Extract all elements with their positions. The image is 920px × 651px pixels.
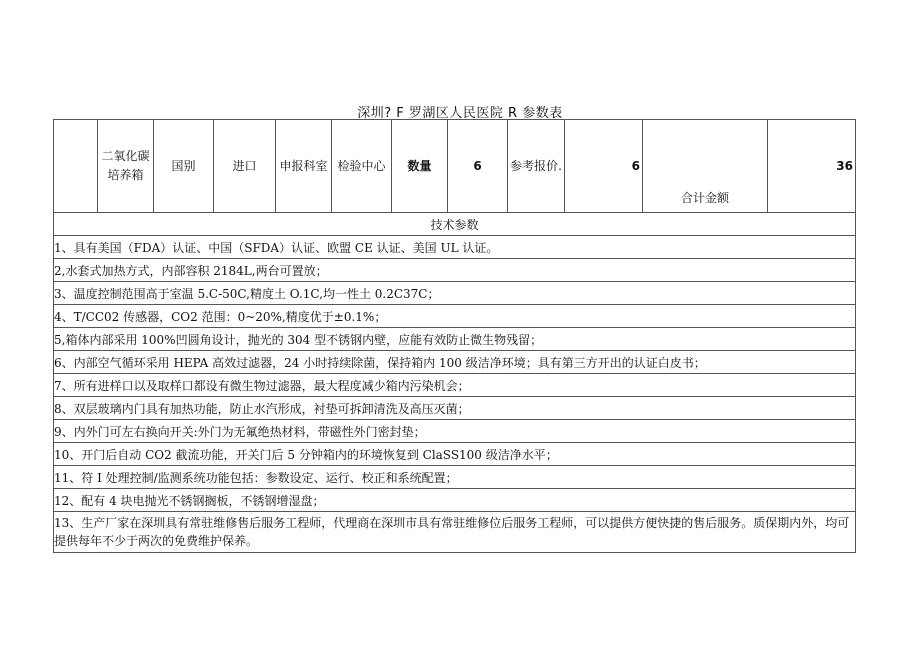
param-cell: 8、双层玻璃内门具有加热功能，防止水汽形成，衬垫可拆卸清洗及高压灭菌； bbox=[54, 397, 856, 420]
table-row bbox=[54, 374, 856, 397]
param-cell: 4、T/CC02 传感器，CO2 范围：0~20%,精度优于±0.1%； bbox=[54, 305, 856, 328]
header-cell-quantity-value: 6 bbox=[448, 120, 508, 213]
header-cell-reference-price-label: 参考报价. bbox=[508, 120, 565, 213]
param-cell: 2,水套式加热方式，内部容积 2184L,两台可置放； bbox=[54, 259, 856, 282]
document-title: 深圳? F 罗湖区人民医院 R 参数表 bbox=[357, 106, 563, 121]
section-row bbox=[54, 213, 856, 236]
table-row bbox=[54, 305, 856, 328]
param-cell: 7、所有进样口以及取样口都设有微生物过滤器，最大程度减少箱内污染机会； bbox=[54, 374, 856, 397]
table-row bbox=[54, 282, 856, 305]
header-cell-blank bbox=[54, 120, 98, 213]
header-cell-department-label: 申报科室 bbox=[276, 120, 332, 213]
table-row bbox=[54, 397, 856, 420]
table-row bbox=[54, 489, 856, 512]
param-cell: 9、内外门可左右换向开关:外门为无氟绝热材料，带磁性外门密封垫； bbox=[54, 420, 856, 443]
header-cell-product-name: 二氧化碳培养箱 bbox=[98, 120, 154, 213]
param-cell: 10、开门后自动 CO2 截流功能，开关门后 5 分钟箱内的环境恢复到 ClaSS100 级洁净水平； bbox=[54, 443, 856, 466]
header-cell-country-value: 进口 bbox=[214, 120, 276, 213]
table-row bbox=[54, 512, 856, 553]
param-cell: 13、生产厂家在深圳具有常驻维修售后服务工程师，代理商在深圳市具有常驻维修位后服务工程师，可以提供方便快捷的售后服务。质保期内外，均可提供每年不少于两次的免费维护保养。 bbox=[54, 512, 856, 553]
param-cell: 6、内部空气循环采用 HEPA 高效过滤器，24 小时持续除菌，保持箱内 100 级洁净环境；具有第三方开出的认证白皮书； bbox=[54, 351, 856, 374]
header-cell-country-label: 国别 bbox=[154, 120, 214, 213]
table-row bbox=[54, 259, 856, 282]
table-row bbox=[54, 351, 856, 374]
section-title: 技术参数 bbox=[54, 213, 856, 236]
header-cell-quantity-label: 数量 bbox=[392, 120, 448, 213]
header-cell-department-value: 检验中心 bbox=[332, 120, 392, 213]
header-row bbox=[54, 120, 856, 213]
param-cell: 5,箱体内部采用 100%凹圆角设计，抛光的 304 型不锈钢内壁，应能有效防止微生物残留； bbox=[54, 328, 856, 351]
table-row bbox=[54, 236, 856, 259]
param-cell: 11、符 I 处理控制/监测系统功能包括：参数设定、运行、校正和系统配置； bbox=[54, 466, 856, 489]
parameter-table bbox=[53, 119, 856, 553]
table-row bbox=[54, 443, 856, 466]
param-cell: 12、配有 4 块电抛光不锈钢搁板，不锈钢增湿盘； bbox=[54, 489, 856, 512]
header-cell-total-value: 36 bbox=[768, 120, 856, 213]
header-cell-reference-price-value: 6 bbox=[565, 120, 643, 213]
table-row bbox=[54, 420, 856, 443]
table-row bbox=[54, 466, 856, 489]
param-cell: 1、具有美国（FDA）认证、中国（SFDA）认证、欧盟 CE 认证、美国 UL 认证。 bbox=[54, 236, 856, 259]
table-row bbox=[54, 328, 856, 351]
header-cell-total-label: 合计金额 bbox=[643, 120, 768, 213]
param-cell: 3、温度控制范围高于室温 5.C-50C,精度土 O.1C,均一性土 0.2C37C； bbox=[54, 282, 856, 305]
